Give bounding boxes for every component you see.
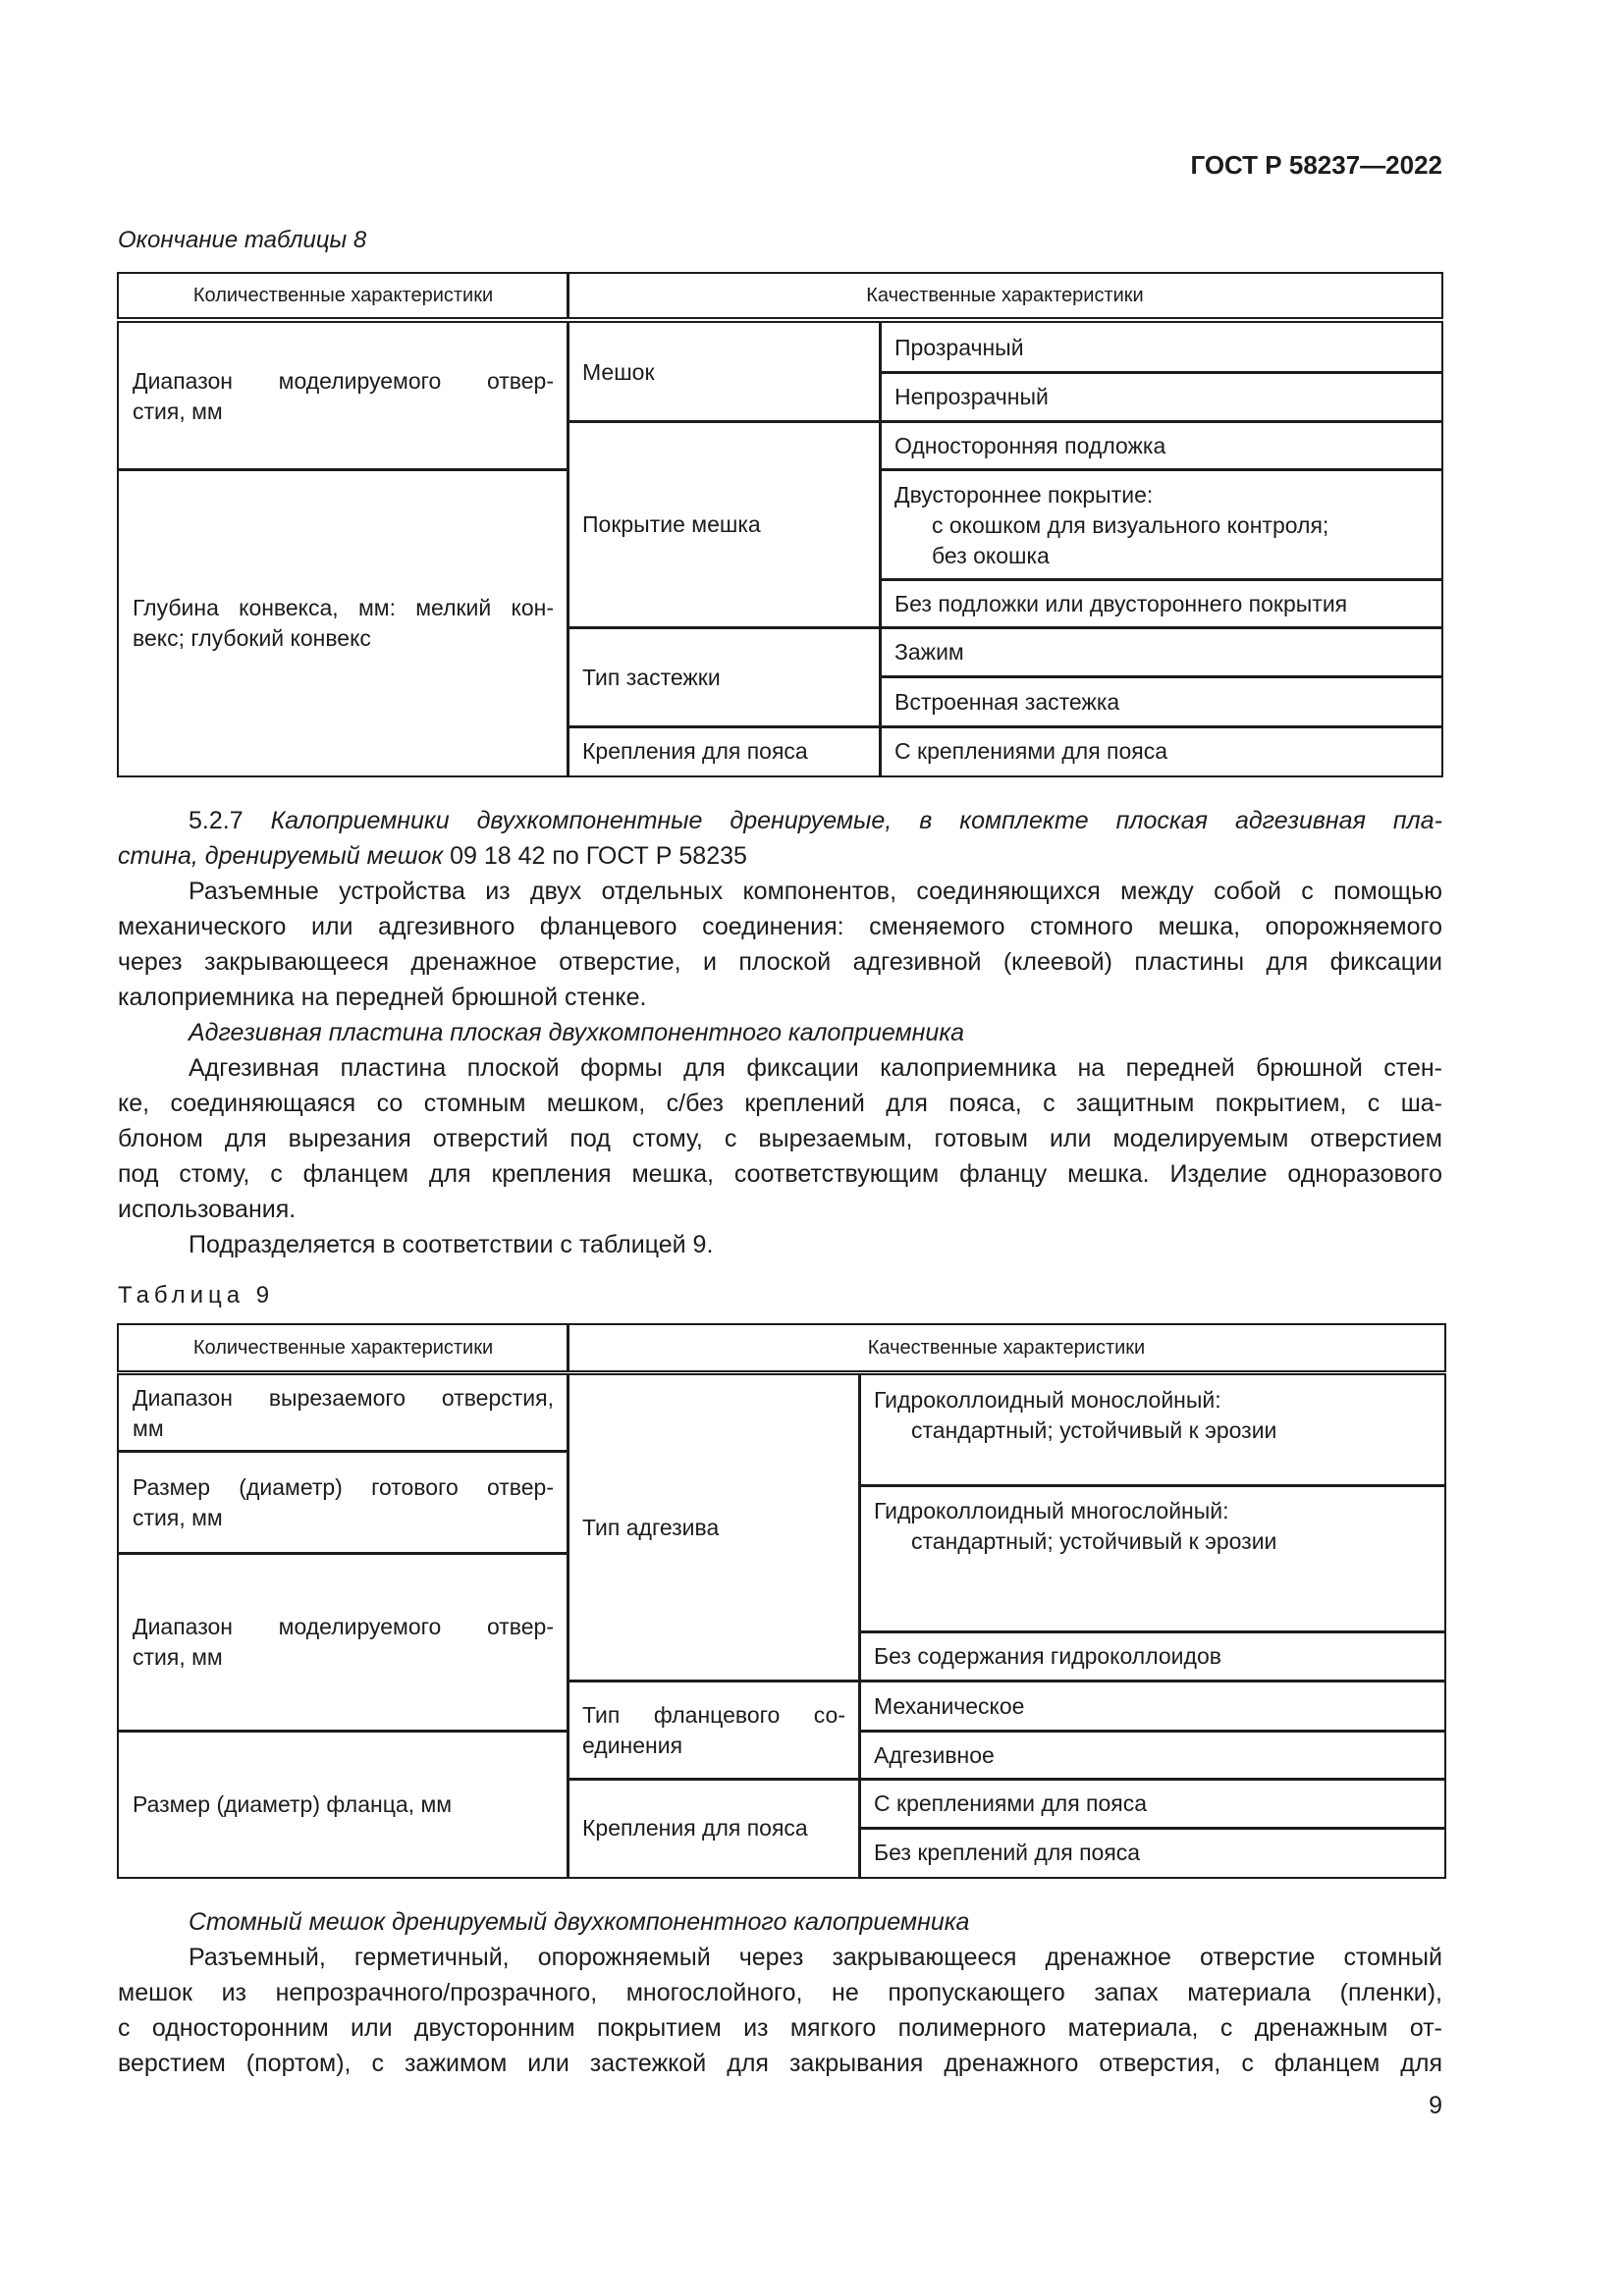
table-cell: Диапазон вырезаемого отверстия, мм <box>117 1373 569 1453</box>
section-5-2-7 <box>118 803 1442 1262</box>
table-cell: Зажим <box>879 626 1443 678</box>
table-cell: С креплениями для пояса <box>858 1778 1446 1830</box>
document-id: ГОСТ Р 58237—2022 <box>1190 150 1442 180</box>
paragraph-line: под стому, с фланцем для крепления мешка, соответствующим фланцу мешка. Изделие одноразового <box>118 1160 1442 1188</box>
subheading: Адгезивная пластина плоская двухкомпонентного калоприемника <box>189 1019 965 1046</box>
table-cell: Покрытие мешка <box>567 420 882 629</box>
paragraph-heading: 5.2.7 Калоприемники двухкомпонентные дренируемые, в комплекте плоская адгезивная пла- <box>189 807 1442 834</box>
paragraph-line: Подразделяется в соответствии с таблицей 9. <box>189 1231 714 1258</box>
paragraph-heading: стина, дренируемый мешок 09 18 42 по ГОСТ Р 58235 <box>118 842 747 870</box>
table-cell: Мешок <box>567 321 882 423</box>
paragraph-line: Разъемные устройства из двух отдельных компонентов, соединяющихся между собой с помощью <box>189 878 1442 905</box>
table-header-cell: Качественные характеристики <box>567 272 1443 319</box>
paragraph-line: блоном для вырезания отверстий под стому, с вырезаемым, готовым или моделируемым отверстием <box>118 1125 1442 1152</box>
table-cell: Тип застежки <box>567 626 882 728</box>
table-cell: Без подложки или двустороннего покрытия <box>879 578 1443 629</box>
paragraph-line: ке, соединяющаяся со стомным мешком, с/без креплений для пояса, с защитным покрытием, с ша- <box>118 1090 1442 1117</box>
paragraph-line: калоприемника на передней брюшной стенке. <box>118 984 647 1011</box>
stoma-bag-section <box>118 1904 1442 2081</box>
table-header-cell: Количественные характеристики <box>117 272 569 319</box>
paragraph-line: использования. <box>118 1196 297 1223</box>
page-number: 9 <box>1429 2092 1442 2119</box>
table-cell: С креплениями для пояса <box>879 725 1443 777</box>
paragraph-line: Разъемный, герметичный, опорожняемый через закрывающееся дренажное отверстие стомный <box>189 1944 1442 1971</box>
table-cell: Тип адгезива <box>567 1373 861 1682</box>
table-cell: Крепления для пояса <box>567 725 882 777</box>
paragraph-line: верстием (портом), с зажимом или застежкой для закрывания дренажного отверстия, с фланцем для <box>118 2050 1442 2077</box>
table-cell: Механическое <box>858 1680 1446 1733</box>
table-cell: Диапазон моделируемого отвер- стия, мм <box>117 1552 569 1733</box>
table-cell: Гидроколлоидный многослойный: стандартный; устойчивый к эрозии <box>858 1484 1446 1633</box>
table-cell: Размер (диаметр) фланца, мм <box>117 1730 569 1879</box>
table-cell: Гидроколлоидный монослойный: стандартный; устойчивый к эрозии <box>858 1373 1446 1487</box>
table-cell: Непрозрачный <box>879 371 1443 423</box>
paragraph-line: с односторонним или двусторонним покрытием из мягкого полимерного материала, с дренажным от- <box>118 2014 1442 2042</box>
table-cell: Без содержания гидроколлоидов <box>858 1630 1446 1682</box>
table-cell: Прозрачный <box>879 321 1443 374</box>
table-cell: Крепления для пояса <box>567 1778 861 1879</box>
table-header-cell: Количественные характеристики <box>117 1323 569 1372</box>
table-cell: Глубина конвекса, мм: мелкий кон- векс; глубокий конвекс <box>117 468 569 777</box>
paragraph-line: через закрывающееся дренажное отверстие, и плоской адгезивной (клеевой) пластины для фиксации <box>118 948 1442 976</box>
subheading: Стомный мешок дренируемый двухкомпонентного калоприемника <box>189 1908 970 1936</box>
table-cell: Встроенная застежка <box>879 675 1443 728</box>
table-cell: Без креплений для пояса <box>858 1827 1446 1879</box>
paragraph-line: мешок из непрозрачного/прозрачного, многослойного, не пропускающего запах материала (пленки), <box>118 1979 1442 2006</box>
table-cell: Адгезивное <box>858 1730 1446 1781</box>
table-header-cell: Качественные характеристики <box>567 1323 1446 1372</box>
table-cell: Односторонняя подложка <box>879 420 1443 471</box>
table-cell: Тип фланцевого со- единения <box>567 1680 861 1781</box>
paragraph-line: Адгезивная пластина плоской формы для фиксации калоприемника на передней брюшной стен- <box>189 1054 1442 1082</box>
paragraph-line: механического или адгезивного фланцевого соединения: сменяемого стомного мешка, опорожняемого <box>118 913 1442 940</box>
table-cell: Диапазон моделируемого отвер- стия, мм <box>117 321 569 471</box>
table-9-caption: Таблица 9 <box>118 1282 275 1308</box>
table-8-caption: Окончание таблицы 8 <box>118 227 367 253</box>
table-cell: Размер (диаметр) готового отвер- стия, мм <box>117 1450 569 1555</box>
table-cell: Двустороннее покрытие: с окошком для визуального контроля; без окошка <box>879 468 1443 581</box>
